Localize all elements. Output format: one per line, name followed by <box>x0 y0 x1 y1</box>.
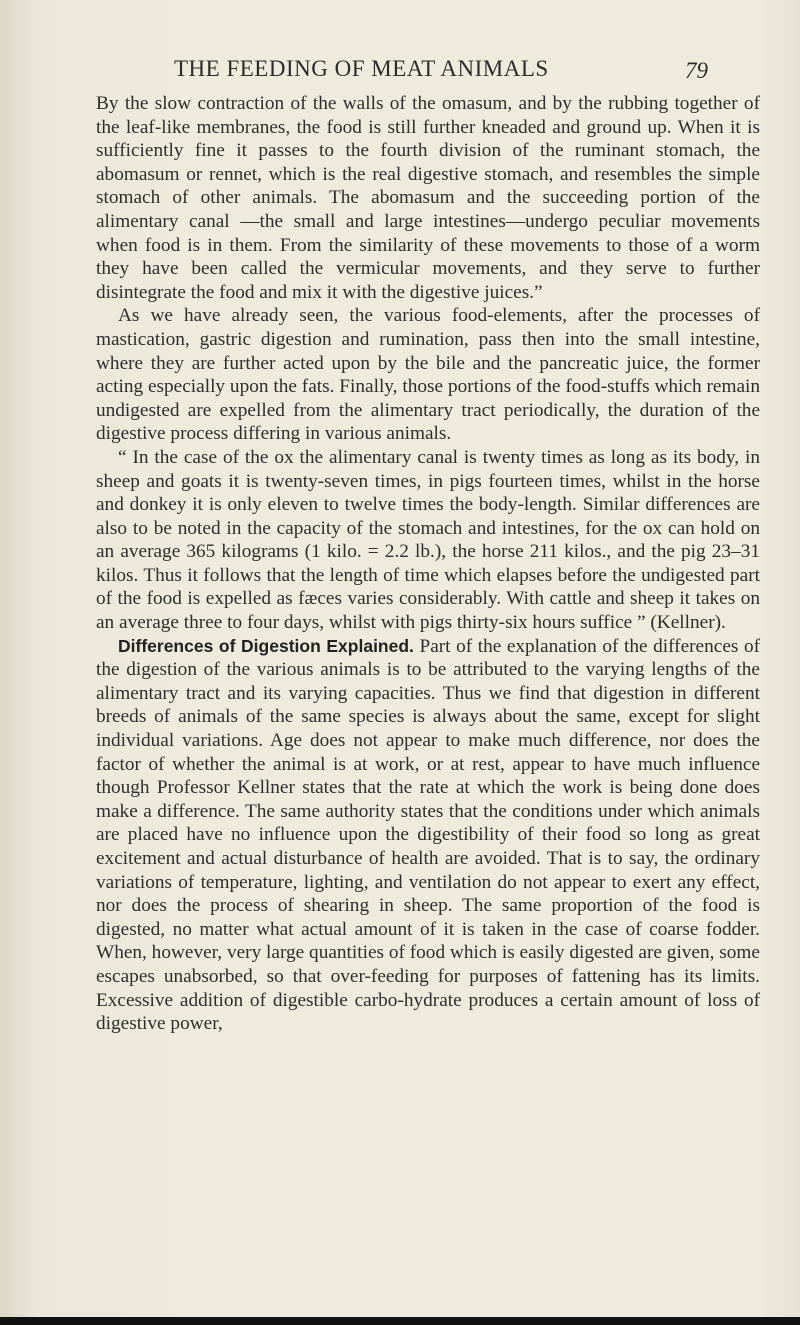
paragraph-text: Part of the explanation of the differences of the digestion of the various animals is to be attributed to the varying lengths of the alimentary tract and its varying capacities. Thus we find that digestion in different breeds of animals of the same species is always about the same, except for slight individual variations. Age does not appear to make much difference, nor does the factor of whether the animal is at work, or at rest, appear to have much influence though Professor Kellner states that the rate at which the work is being done does make a difference. The same authority states that the conditions under which animals are placed have no influence upon the digestibility of their food so long as great excitement and actual disturbance of health are avoided. That is to say, the ordinary variations of temperature, lighting, and ventilation do not appear to exert any effect, nor does the process of shearing in sheep. The same proportion of the food is digested, no matter what actual amount of it is taken in the case of coarse fodder. When, however, very large quantities of food which is easily digested are given, some escapes unabsorbed, so that over-feeding for purposes of fattening has its limits. Excessive addition of digestible carbo-hydrate produces a certain amount of loss of digestive power, <box>96 635 761 1035</box>
page-number: 79 <box>685 58 708 83</box>
page-header <box>96 56 756 88</box>
paragraph: “ In the case of the ox the alimentary canal is twenty times as long as its body, in sheep and goats it is twenty-seven times, in pigs fourteen times, whilst in the horse and donkey it is only eleven to twelve times the body-length. Similar differences are also to be noted in the capacity of the stomach and intestines, for the ox can hold on an average 365 kilograms (1 kilo. = 2.2 lb.), the horse 211 kilos., and the pig 23–31 kilos. Thus it follows that the length of time which elapses before the undigested part of the food is expelled as fæces varies considerably. With cattle and sheep it takes on an average three to four days, whilst with pigs thirty-six hours suffice ” (Kellner). <box>96 446 760 634</box>
section-heading: Differences of Digestion Explained. <box>118 635 414 656</box>
paragraph: By the slow contraction of the walls of the omasum, and by the rubbing together of the leaf-like membranes, the food is still further kneaded and ground up. When it is sufficiently fine it passes to the fourth division of the ruminant stomach, the abomasum or rennet, which is the real digestive stomach, and resembles the simple stomach of other animals. The abomasum and the succeeding portion of the alimentary canal —the small and large intestines—undergo peculiar movements when food is in them. From the similarity of these movements to those of a worm they have been called the vermicular movements, and they serve to further disintegrate the food and mix it with the digestive juices.” <box>96 93 760 303</box>
paragraph <box>96 635 760 1036</box>
scan-edge <box>0 1317 800 1325</box>
paragraph: As we have already seen, the various food-elements, after the processes of mastication, gastric digestion and rumination, pass then into the small intestine, where they are further acted upon by the bile and the pancreatic juice, the former acting especially upon the fats. Finally, those portions of the food-stuffs which remain undigested are expelled from the alimentary tract periodically, the duration of the digestive process differing in various animals. <box>96 305 760 445</box>
running-title: THE FEEDING OF MEAT ANIMALS <box>174 56 549 81</box>
body-text <box>96 92 760 1036</box>
